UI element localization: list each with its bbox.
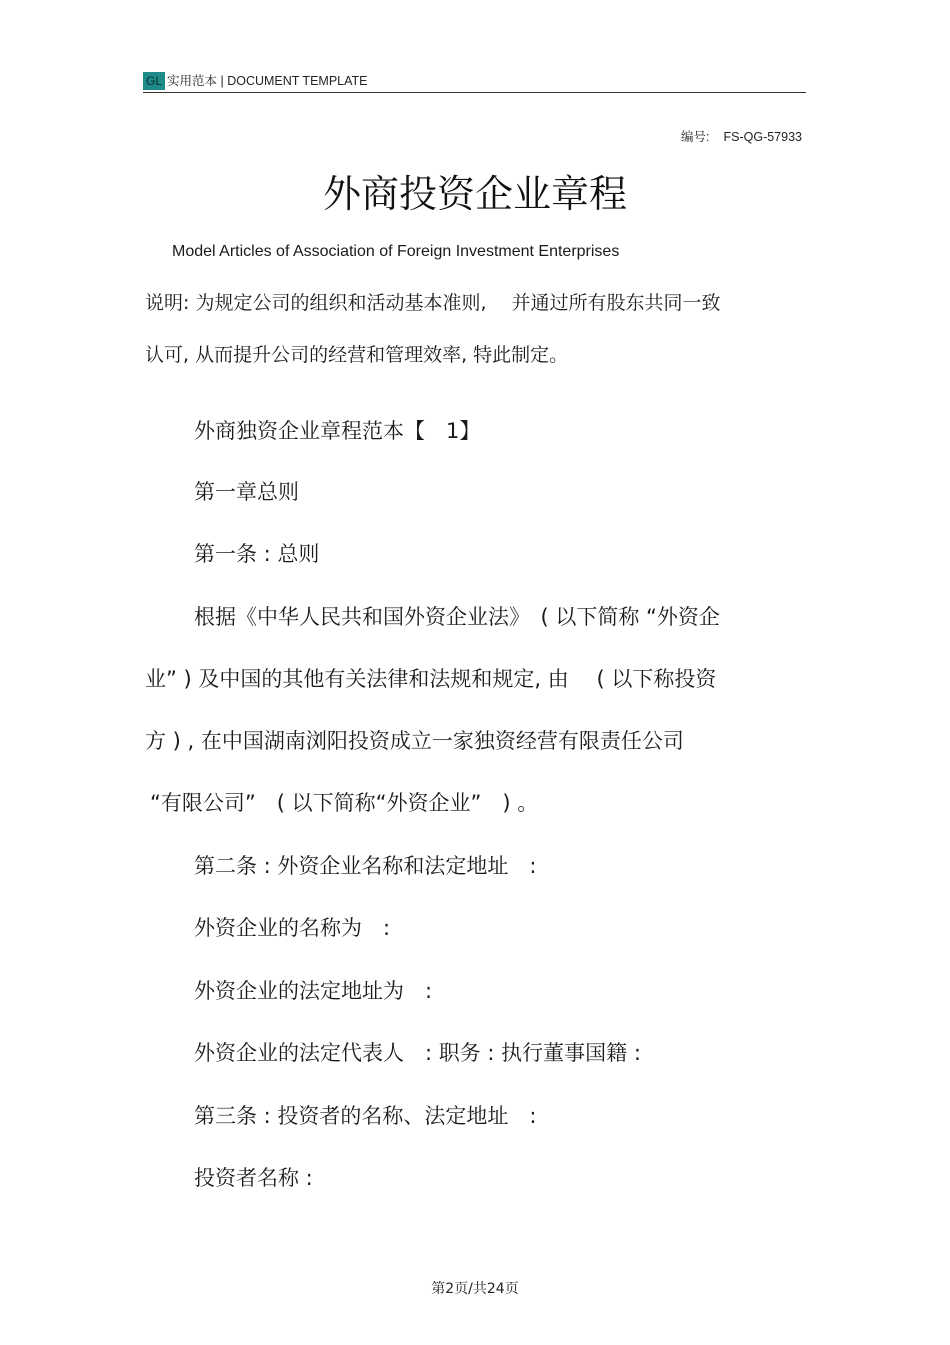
legal-representative-line: 外资企业的法定代表人 : 职务 : 执行董事国籍 :	[194, 1041, 641, 1065]
page-header	[143, 68, 806, 93]
header-text: 实用范本 | DOCUMENT TEMPLATE	[167, 74, 368, 88]
note-line-2: 认可, 从而提升公司的经营和管理效率, 特此制定。	[145, 344, 569, 366]
paragraph-line: 方 ) , 在中国湖南浏阳投资成立一家独资经营有限责任公司	[145, 729, 684, 753]
company-address-line: 外资企业的法定地址为 :	[194, 979, 433, 1003]
article-3-heading: 第三条 : 投资者的名称、法定地址 :	[194, 1104, 537, 1128]
paragraph-line: “有限公司” ( 以下简称“外资企业” ) 。	[150, 791, 539, 815]
document-number	[681, 127, 802, 145]
document-title: 外商投资企业章程	[322, 172, 627, 216]
article-1-heading: 第一条 : 总则	[194, 542, 320, 566]
paragraph-line: 根据《中华人民共和国外资企业法》 ( 以下简称 “外资企	[194, 605, 720, 629]
company-name-line: 外资企业的名称为 :	[194, 916, 391, 940]
investor-name-line: 投资者名称 :	[194, 1166, 313, 1190]
document-subtitle: Model Articles of Association of Foreign Investment Enterprises	[172, 243, 620, 260]
gl-logo: GL	[143, 72, 165, 90]
article-2-heading: 第二条 : 外资企业名称和法定地址 :	[194, 854, 537, 878]
chapter-heading: 第一章总则	[194, 480, 299, 504]
paragraph-line: 业” ) 及中国的其他有关法律和法规和规定, 由 ( 以下称投资	[145, 667, 717, 691]
document-number-value: FS-QG-57933	[723, 130, 802, 144]
document-number-label: 编号:	[681, 130, 710, 144]
template-title: 外商独资企业章程范本【 1】	[194, 419, 481, 443]
page-number: 第2页/共24页	[431, 1281, 519, 1297]
note-line-1: 说明: 为规定公司的组织和活动基本准则, 并通过所有股东共同一致	[145, 292, 721, 314]
